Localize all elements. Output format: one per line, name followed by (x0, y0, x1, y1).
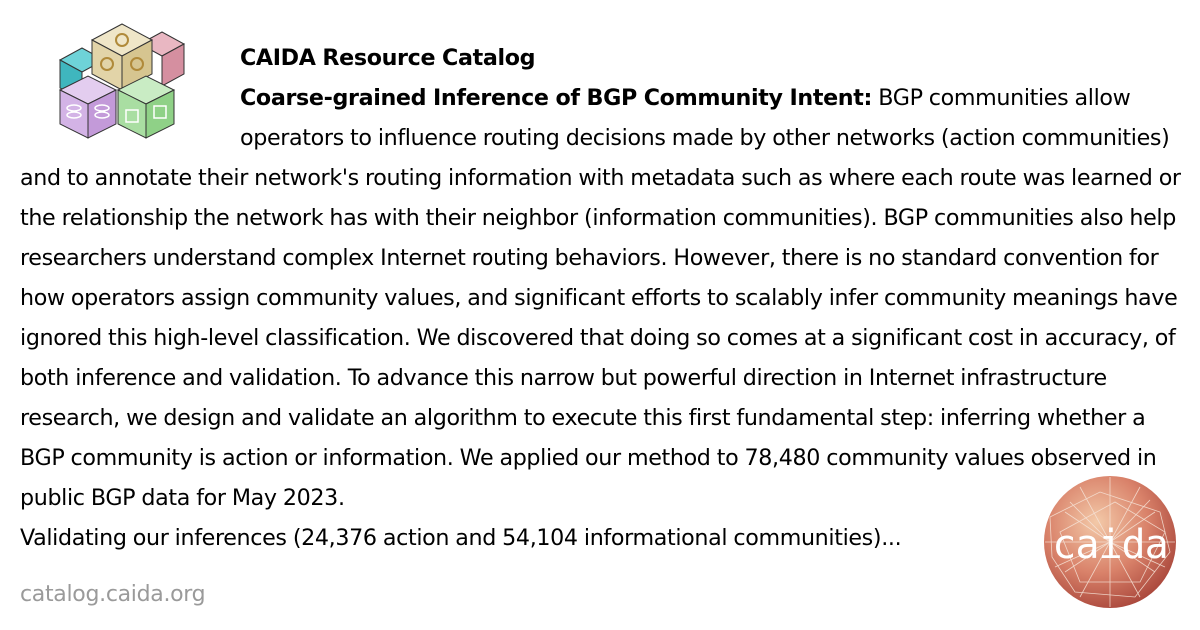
logo-spacer (20, 38, 240, 148)
catalog-entry (20, 38, 1182, 558)
caida-globe-logo (1040, 472, 1180, 612)
entry-description-continued: Validating our inferences (24,376 action and 54,104 informational communities)... (20, 525, 902, 551)
entry-title: Coarse-grained Inference of BGP Community Intent: (240, 85, 873, 111)
site-title: CAIDA Resource Catalog (240, 45, 536, 71)
entry-description: BGP communities allow operators to influence routing decisions made by other networks (action communities) and to annotate their network's routing information with metadata such as where each route was learned or the relationship the network has with their neighbor (information communities). BGP communities also help researchers understand complex Internet routing behaviors. However, there is no standard convention for how operators assign community values, and significant efforts to scalably infer community meanings have ignored this high-level classification. We discovered that doing so comes at a significant cost in accuracy, of both inference and validation. To advance this narrow but powerful direction in Internet infrastructure research, we design and validate an algorithm to execute this first fundamental step: inferring whether a BGP community is action or information. We applied our method to 78,480 community values observed in public BGP data for May 2023. (20, 85, 1181, 511)
caida-logo-text: caida (1052, 522, 1168, 568)
footer-url: catalog.caida.org (20, 582, 206, 607)
